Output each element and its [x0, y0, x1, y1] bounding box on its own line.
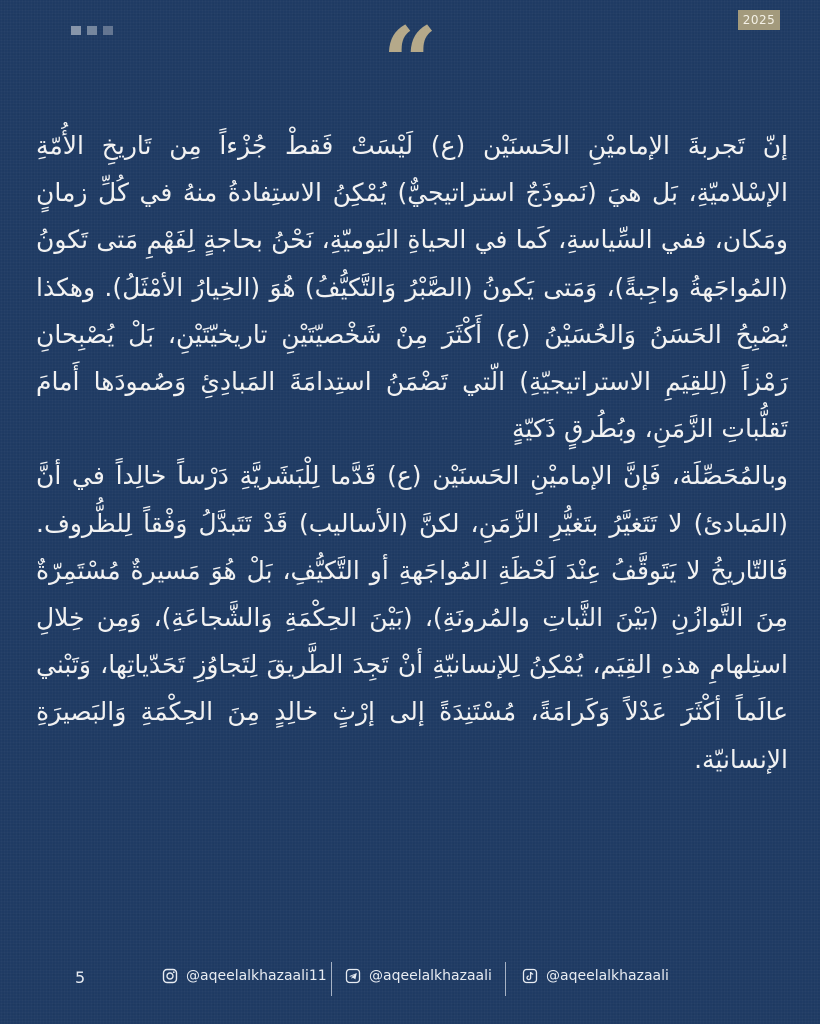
article-body: [36, 122, 788, 783]
instagram-icon: [162, 968, 178, 984]
footer-divider: [505, 962, 506, 996]
footer: [0, 962, 820, 998]
article-paragraph: وبالمُحَصِّلَة، فَإنَّ الإماميْنِ الحَسنَيْن (ع) قَدَّما لِلْبَشَريَّةِ دَرْساً خالِداً في أنَّ (المَبادئ) لا تَتَغيَّرُ بتَغيُّرِ الزَّمَنِ، لكنَّ (الأساليب) قَدْ تَتَبدَّلُ وَفْقاً لِلظُّروف. فَالتّاريخُ لا يَتَوقَّفُ عِنْدَ لَحْظَةِ المُواجَهةِ أو التَّكيُّفِ، بَلْ هُوَ مَسيرةٌ مُسْتَمِرّةٌ مِنَ التَّوازُنِ (بَيْنَ الثَّباتِ والمُرونَةِ)، (بَيْنَ الحِكْمَةِ وَالشَّجاعَةِ)، وَمِن خِلالِ استِلهامِ هذهِ القِيَم، يُمْكِنُ لِلإنسانيّةِ أنْ تَجِدَ الطَّريقَ لِتَجاوُزِ تَحَدّياتِها، وَتَبْني عالَماً أكْثَرَ عَدْلاً وَكَرامَةً، مُسْتَنِدَةً إلى إرْثٍ خالِدٍ مِنَ الحِكْمَةِ وَالبَصيرَةِ الإنسانيّة.: [36, 461, 788, 774]
tiktok-icon: [522, 968, 538, 984]
instagram-link[interactable]: [162, 968, 327, 984]
quote-icon: “: [382, 6, 438, 119]
year-badge: 2025: [738, 10, 780, 30]
telegram-link[interactable]: [345, 968, 492, 984]
footer-divider: [331, 962, 332, 996]
instagram-handle: @aqeelalkhazaali11: [186, 968, 327, 984]
tiktok-link[interactable]: [522, 968, 669, 984]
telegram-handle: @aqeelalkhazaali: [369, 968, 492, 984]
page-number: 5: [75, 968, 86, 987]
article-paragraph: إنّ تَجربةَ الإماميْنِ الحَسنَيْن (ع) لَيْسَتْ فَقطْ جُزْءاً مِن تَاريخِ الأُمّةِ الإسْلاميّةِ، بَل هيَ (نَموذَجٌ استراتيجيٌّ) يُمْكِنُ الاستِفادةُ منهُ في كُلِّ زمانٍ ومَكان، ففي السِّياسةِ، كَما في الحياةِ اليَوميّةِ، نَحْنُ بحاجةٍ لِفَهْمِ مَتى تَكونُ (المُواجَهةُ واجِبةً)، وَمَتى يَكونُ (الصَّبْرُ وَالتَّكيُّفُ) هُوَ (الخِيارُ الأمْثَلُ). وهكذا يُصْبِحُ الحَسَنُ وَالحُسَيْنُ (ع) أَكْثَرَ مِنْ شَخْصيّتَيْنِ تاريخيّتَيْنِ، بَلْ يُصْبِحانِ رَمْزاً (لِلقِيَمِ الاستراتيجيّةِ) الّتي تَضْمَنُ استِدامَةَ المَبادِئِ وَصُمودَها أَمامَ تَقلُّباتِ الزَّمَنِ، وبُطُرقٍ ذَكيّةٍ: [36, 131, 788, 444]
tiktok-handle: @aqeelalkhazaali: [546, 968, 669, 984]
telegram-icon: [345, 968, 361, 984]
